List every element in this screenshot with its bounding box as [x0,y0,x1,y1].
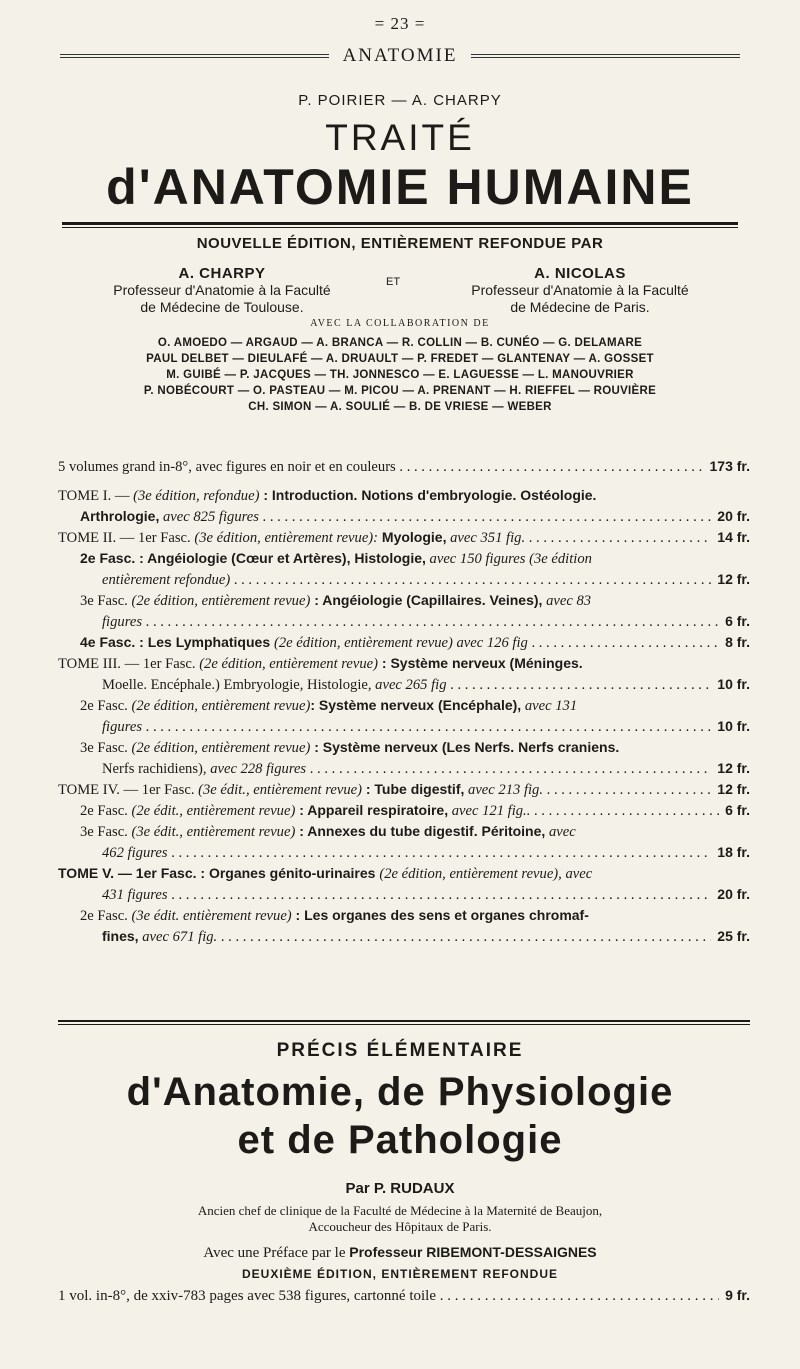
tome-2-fasc-1-price: 14 fr. [717,529,750,545]
tome-2-fasc-3-line2: figures . . . 6 fr. [58,611,750,632]
volume-list [58,456,750,947]
book-title: d'ANATOMIE HUMAINE [106,159,694,215]
header-rule-left [60,54,329,58]
editor-name: A. CHARPY [178,265,266,282]
tome-2-fasc-1: TOME II. — 1er Fasc. (3e édition, entièrement revue): Myologie, avec 351 fig. . . . 14 fr. [58,527,750,548]
conjunction-et: ET [386,276,401,288]
collaborators-line: M. GUIBÉ — P. JACQUES — TH. JONNESCO — E. LAGUESSE — L. MANOUVRIER [166,369,634,381]
section-title: ANATOMIE [342,45,458,66]
tome-5-fasc-2-line1: 2e Fasc. (3e édit. entièrement revue) : Les organes des sens et organes chromaf- [80,907,589,924]
precis-volume-text: 1 vol. in-8°, de xxiv-783 pages avec 538 figures, cartonné toile . . . [58,1288,719,1305]
tome-3-fasc-3-line2: Nerfs rachidiens), avec 228 figures . . . 12 fr. [58,758,750,779]
editor-name: A. NICOLAS [534,265,626,282]
credentials-line: Accoucheur des Hôpitaux de Paris. [308,1219,492,1234]
tome-3-fasc-2-price: 10 fr. [717,718,750,734]
tome-1-line1: TOME I. — (3e édition, refondue) : Introduction. Notions d'embryologie. Ostéologie. [58,487,597,504]
precis-volume-line [58,1287,750,1305]
tome-1-price: 20 fr. [717,508,750,524]
tome-4-fasc-3-price: 18 fr. [717,844,750,860]
tome-3-fasc-1-line1: TOME III. — 1er Fasc. (2e édition, entièrement revue) : Système nerveux (Méninges. [58,655,583,672]
precis-title-line1: d'Anatomie, de Physiologie [126,1070,674,1114]
volumes-summary [58,456,750,477]
tome-2-fasc-4-price: 8 fr. [725,634,750,650]
book-authors: P. POIRIER — A. CHARPY [298,92,502,109]
editor-title: Professeur d'Anatomie à la Faculté [471,282,689,298]
precis-price: 9 fr. [725,1287,750,1303]
editor-affiliation: de Médecine de Toulouse. [140,299,304,315]
tome-1-line2: Arthrologie, avec 825 figures . . . 20 fr. [58,506,750,527]
tome-2-fasc-2-line1: 2e Fasc. : Angéiologie (Cœur et Artères), Histologie, avec 150 figures (3e édition [80,550,592,567]
collaborators-list [50,335,750,415]
collaboration-heading: AVEC LA COLLABORATION DE [310,318,490,329]
tome-5-fasc-1-line2: 431 figures . . . 20 fr. [58,884,750,905]
editor-affiliation: de Médecine de Paris. [510,299,650,315]
section-divider [58,1020,750,1025]
tome-2-fasc-3-line1: 3e Fasc. (2e édition, entièrement revue) : Angéiologie (Capillaires. Veines), avec 83 [80,592,592,609]
tome-2-fasc-2-price: 12 fr. [717,571,750,587]
tome-4-fasc-1: TOME IV. — 1er Fasc. (3e édit., entièrement revue) : Tube digestif, avec 213 fig. . . . 12 fr. [58,779,750,800]
tome-5-fasc-2-price: 25 fr. [717,928,750,944]
collaborators-line: CH. SIMON — A. SOULIÉ — B. DE VRIESE — WEBER [248,401,552,413]
precis-heading: PRÉCIS ÉLÉMENTAIRE [276,1040,524,1061]
tome-2-fasc-3-price: 6 fr. [725,613,750,629]
collaborators-line: P. NOBÉCOURT — O. PASTEAU — M. PICOU — A. PRENANT — H. RIEFFEL — ROUVIÈRE [143,385,657,397]
tome-5-fasc-1-price: 20 fr. [717,886,750,902]
tome-5-fasc-2-line2: fines, avec 671 fig. . . . 25 fr. [58,926,750,947]
tome-3-fasc-1-price: 10 fr. [717,676,750,692]
tome-4-fasc-3-line1: 3e Fasc. (3e édit., entièrement revue) : Annexes du tube digestif. Péritoine, avec [80,823,576,840]
tome-4-fasc-3-line2: 462 figures . . . 18 fr. [58,842,750,863]
title-rule [62,222,738,228]
tome-3-fasc-3-line1: 3e Fasc. (2e édition, entièrement revue) : Système nerveux (Les Nerfs. Nerfs craniens. [80,739,620,756]
tome-5-fasc-1-line1: TOME V. — 1er Fasc. : Organes génito-urinaires (2e édition, entièrement revue), avec [58,865,593,882]
tome-4-fasc-2: 2e Fasc. (2e édit., entièrement revue) : Appareil respiratoire, avec 121 fig.. . . . 6 fr. [58,800,750,821]
tome-2-fasc-4: 4e Fasc. : Les Lymphatiques (2e édition, entièrement revue) avec 126 fig . . . 8 fr. [58,632,750,653]
tome-3-fasc-1-line2: Moelle. Encéphale.) Embryologie, Histologie, avec 265 fig . . . 10 fr. [58,674,750,695]
editor-nicolas [430,265,730,316]
header-rule-right [471,54,740,58]
book-supertitle: TRAITÉ [325,117,475,158]
precis-edition: DEUXIÈME ÉDITION, ENTIÈREMENT REFONDUE [241,1267,559,1281]
tome-4-fasc-1-price: 12 fr. [717,781,750,797]
collaborators-line: O. AMOEDO — ARGAUD — A. BRANCA — R. COLLIN — B. CUNÉO — G. DELAMARE [157,337,643,349]
collaborators-line: PAUL DELBET — DIEULAFÉ — A. DRUAULT — P. FREDET — GLANTENAY — A. GOSSET [146,353,654,365]
tome-4-fasc-2-price: 6 fr. [725,802,750,818]
section-header [60,46,740,66]
volumes-text: 5 volumes grand in-8°, avec figures en noir et en couleurs . . . [58,457,704,477]
precis-title-line2: et de Pathologie [237,1118,563,1162]
volumes-price: 173 fr. [709,458,750,474]
editor-title: Professeur d'Anatomie à la Faculté [113,282,331,298]
tome-3-fasc-2-line2: figures . . . 10 fr. [58,716,750,737]
edition-note: NOUVELLE ÉDITION, ENTIÈREMENT REFONDUE PAR [196,235,604,252]
tome-3-fasc-3-price: 12 fr. [717,760,750,776]
page-number: = 23 = [374,14,426,33]
precis-author-credentials [0,1203,800,1235]
tome-3-fasc-2-line1: 2e Fasc. (2e édition, entièrement revue): Système nerveux (Encéphale), avec 131 [80,697,578,714]
editor-charpy [72,265,372,316]
precis-preface: Avec une Préface par le Professeur RIBEMONT-DESSAIGNES [203,1244,597,1261]
precis-author: Par P. RUDAUX [345,1180,455,1197]
credentials-line: Ancien chef de clinique de la Faculté de Médecine à la Maternité de Beaujon, [197,1203,603,1218]
tome-2-fasc-2-line2: entièrement refondue) . . . 12 fr. [58,569,750,590]
